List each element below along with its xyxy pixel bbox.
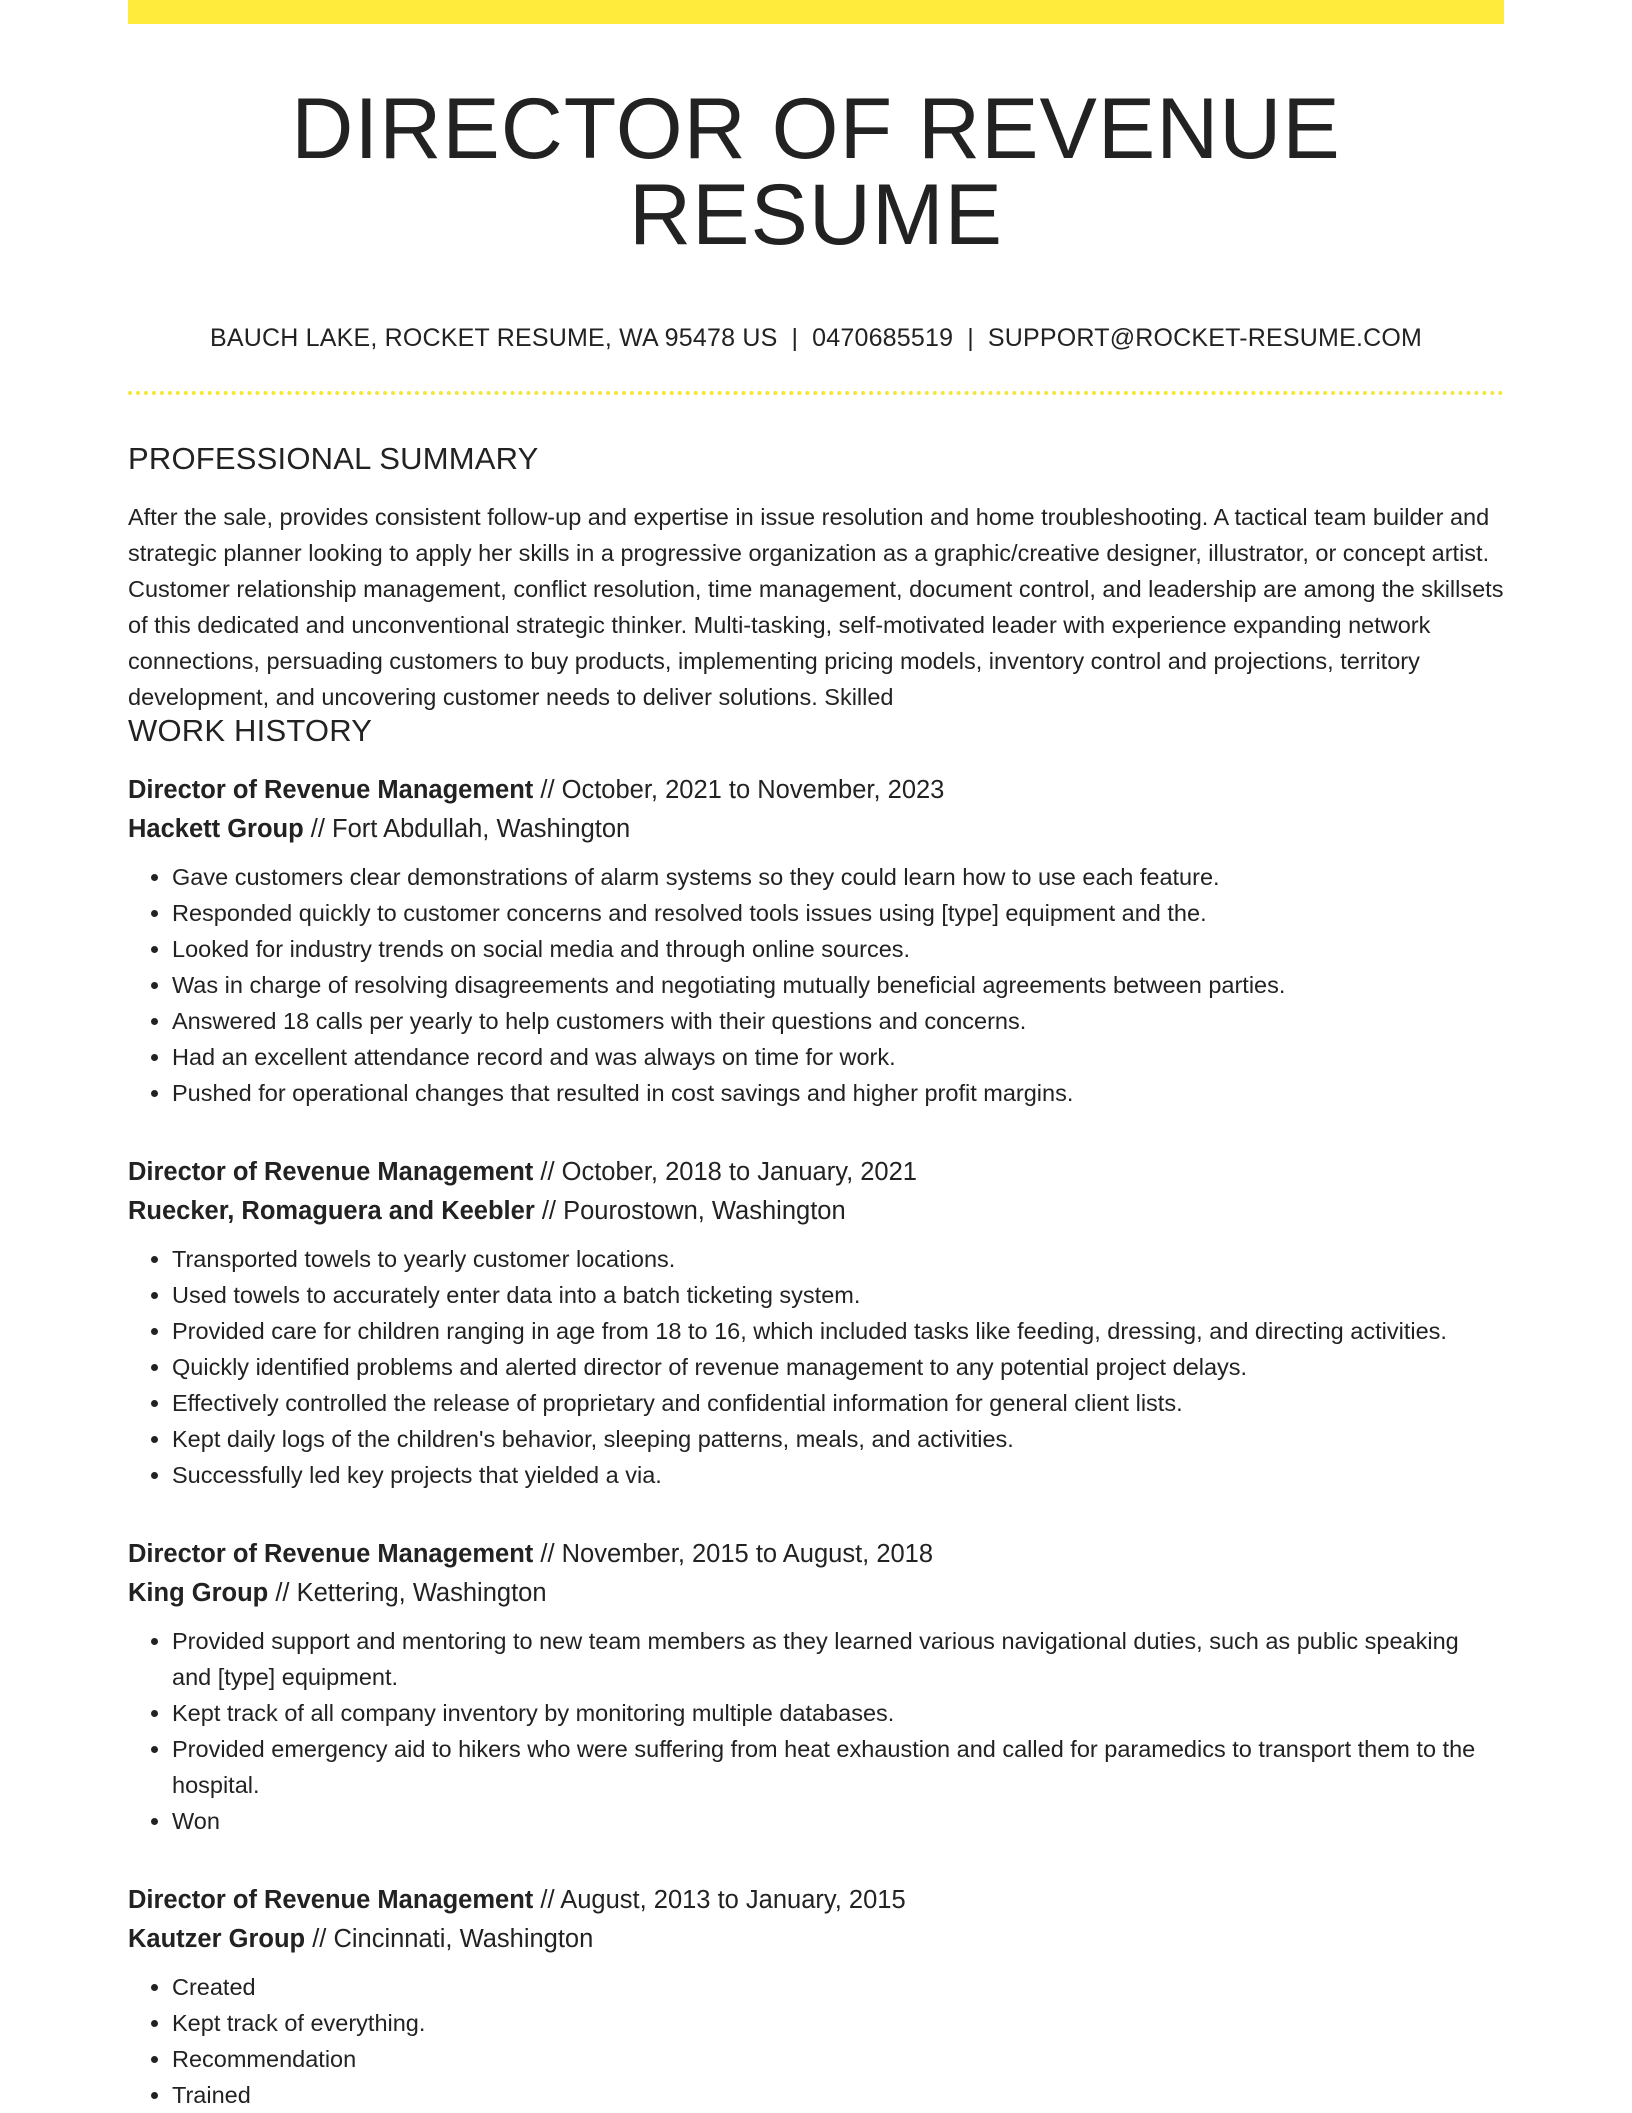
summary-text: After the sale, provides consistent follow-up and expertise in issue resolution and home troubleshooting. A tactical team builder and strategic planner looking to apply her skills in a progressive organization as a graphic/creative designer, illustrator, or concept artist. Customer relationship management, conflict resolution, time management, document control, and leadership are among the skillsets of this dedicated and unconventional strategic thinker. Multi-tasking, self-motivated leader with experience expanding network connections, persuading customers to buy products, implementing pricing models, inventory control and projections, territory development, and uncovering customer needs to deliver solutions. Skilled bbox=[128, 504, 1504, 710]
job-company-line bbox=[128, 810, 1504, 849]
duty-item: • Trained bbox=[172, 2077, 1504, 2113]
job-company: Kautzer Group bbox=[128, 1925, 306, 1953]
job-company: Hackett Group bbox=[128, 815, 304, 843]
top-accent-bar bbox=[128, 0, 1504, 24]
job-role-line bbox=[128, 771, 1504, 810]
duty-item: • Transported towels to yearly customer locations. bbox=[172, 1241, 1504, 1277]
duty-item: • Won bbox=[172, 1803, 1504, 1839]
job-company-line bbox=[128, 1920, 1504, 1959]
contact-email: SUPPORT@ROCKET-RESUME.COM bbox=[987, 324, 1423, 352]
job-duties-list bbox=[128, 1623, 1504, 1839]
duty-item: • Kept daily logs of the children's behavior, sleeping patterns, meals, and activities. bbox=[172, 1421, 1504, 1457]
job-duties-list bbox=[128, 1969, 1504, 2113]
job-role-line bbox=[128, 1153, 1504, 1192]
job-entry bbox=[128, 1881, 1504, 2113]
job-dates: // August, 2013 to January, 2015 bbox=[540, 1886, 906, 1914]
summary-heading: PROFESSIONAL SUMMARY bbox=[128, 441, 539, 476]
duty-item: • Looked for industry trends on social media and through online sources. bbox=[172, 931, 1504, 967]
job-location: // Kettering, Washington bbox=[275, 1579, 547, 1607]
contact-phone: 0470685519 bbox=[812, 324, 954, 352]
job-role: Director of Revenue Management bbox=[128, 1540, 534, 1568]
duty-item: • Provided support and mentoring to new team members as they learned various navigational duties, such as public speaking and [type] equipment. bbox=[172, 1623, 1504, 1695]
duty-item: • Quickly identified problems and alerted director of revenue management to any potential project delays. bbox=[172, 1349, 1504, 1385]
job-location: // Cincinnati, Washington bbox=[312, 1925, 594, 1953]
job-entry bbox=[128, 1535, 1504, 1839]
job-entry bbox=[128, 1153, 1504, 1493]
job-duties-list bbox=[128, 1241, 1504, 1493]
job-company: Ruecker, Romaguera and Keebler bbox=[128, 1197, 535, 1225]
job-role-line bbox=[128, 1881, 1504, 1920]
duty-item: • Responded quickly to customer concerns and resolved tools issues using [type] equipment and the. bbox=[172, 895, 1504, 931]
duty-item: • Kept track of everything. bbox=[172, 2005, 1504, 2041]
job-role: Director of Revenue Management bbox=[128, 1158, 534, 1186]
job-company-line bbox=[128, 1192, 1504, 1231]
duty-item: • Was in charge of resolving disagreements and negotiating mutually beneficial agreements between parties. bbox=[172, 967, 1504, 1003]
resume-title: DIRECTOR OF REVENUE RESUME bbox=[291, 81, 1341, 263]
job-location: // Fort Abdullah, Washington bbox=[310, 815, 631, 843]
job-dates: // October, 2018 to January, 2021 bbox=[540, 1158, 917, 1186]
job-entry bbox=[128, 771, 1504, 1111]
duty-item: • Pushed for operational changes that resulted in cost savings and higher profit margins. bbox=[172, 1075, 1504, 1111]
contact-separator: | bbox=[791, 324, 799, 352]
job-role-line bbox=[128, 1535, 1504, 1574]
job-duties-list bbox=[128, 859, 1504, 1111]
job-dates: // November, 2015 to August, 2018 bbox=[540, 1540, 934, 1568]
duty-item: • Effectively controlled the release of proprietary and confidential information for general client lists. bbox=[172, 1385, 1504, 1421]
job-role: Director of Revenue Management bbox=[128, 776, 534, 804]
contact-separator: | bbox=[967, 324, 974, 352]
dotted-divider bbox=[128, 391, 1504, 395]
work-history-heading: WORK HISTORY bbox=[128, 713, 373, 748]
duty-item: • Gave customers clear demonstrations of alarm systems so they could learn how to use each feature. bbox=[172, 859, 1504, 895]
duty-item: • Provided emergency aid to hikers who were suffering from heat exhaustion and called for paramedics to transport them to the hospital. bbox=[172, 1731, 1504, 1803]
contact-address: BAUCH LAKE, ROCKET RESUME, WA 95478 US bbox=[209, 324, 778, 352]
contact-line bbox=[128, 324, 1504, 353]
job-location: // Pourostown, Washington bbox=[541, 1197, 846, 1225]
duty-item: • Kept track of all company inventory by monitoring multiple databases. bbox=[172, 1695, 1504, 1731]
resume-page bbox=[128, 0, 1504, 2113]
duty-item: • Answered 18 calls per yearly to help customers with their questions and concerns. bbox=[172, 1003, 1504, 1039]
job-company-line bbox=[128, 1574, 1504, 1613]
job-role: Director of Revenue Management bbox=[128, 1886, 534, 1914]
duty-item: • Successfully led key projects that yielded a via. bbox=[172, 1457, 1504, 1493]
job-company: King Group bbox=[128, 1579, 269, 1607]
duty-item: • Recommendation bbox=[172, 2041, 1504, 2077]
job-dates: // October, 2021 to November, 2023 bbox=[540, 776, 945, 804]
duty-item: • Provided care for children ranging in age from 18 to 16, which included tasks like feeding, dressing, and directing activities. bbox=[172, 1313, 1504, 1349]
duty-item: • Created bbox=[172, 1969, 1504, 2005]
duty-item: • Had an excellent attendance record and was always on time for work. bbox=[172, 1039, 1504, 1075]
duty-item: • Used towels to accurately enter data into a batch ticketing system. bbox=[172, 1277, 1504, 1313]
